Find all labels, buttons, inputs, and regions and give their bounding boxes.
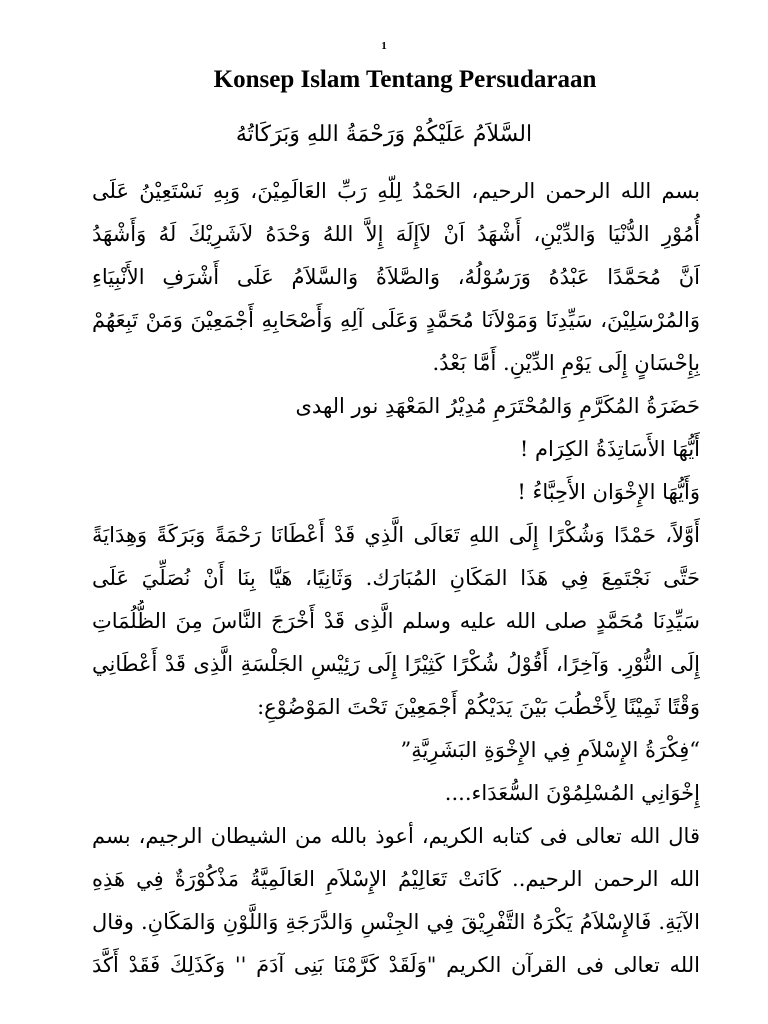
text-line: الله الرحمن الرحيم.. كَانَتْ تَعَالِيْمُ الإِسْلاَمِ العَالَمِيَّةُ مَذْكُوْرَةٌ فِي هَذِهِ <box>92 867 700 891</box>
page-number: 1 <box>381 40 387 52</box>
text-line: بسم الله الرحمن الرحيم، الحَمْدُ لِلّهِ رَبِّ العَالَمِيْنَ، وَبِهِ نَسْتَعِيْنُ عَلَى <box>92 179 700 203</box>
text-line: قال الله تعالى فى كتابه الكريم، أعوذ بالله من الشيطان الرجيم، بسم <box>92 824 700 848</box>
text-line: إِخْوَانِي المُسْلِمُوْنَ السُّعَدَاء.... <box>444 781 700 805</box>
salam-greeting: السَّلاَمُ عَلَيْكُمْ وَرَحْمَةُ اللهِ وَبَرَكَاتُهُ <box>235 122 533 147</box>
text-line: إِلَى النُّوْرِ. وَآخِرًا، أَقُوْلُ شُكْرًا كَثِيْرًا إِلَى رَئِيْسِ الجَلْسَةِ الَّذِى قَدْ أَعْطَانِي <box>92 652 700 676</box>
text-line: بِإِحْسَانٍ إِلَى يَوْمِ الدِّيْنِ. أَمَّا بَعْدُ. <box>432 351 700 375</box>
text-line: حَضَرَةُ المُكَرَّمِ وَالمُحْتَرَمِ مُدِيْرُ المَعْهَدِ نور الهدى <box>295 394 700 418</box>
text-line: وَقْتًا ثَمِيْنًا لِأَخْطُبَ بَيْنَ يَدَيْكُمْ أَجْمَعِيْنَ تَحْتَ المَوْضُوْعِ: <box>257 695 700 719</box>
text-line: سَيِّدِنَا مُحَمَّدٍ صلى الله عليه وسلم الَّذِى قَدْ أَخْرَجَ النَّاسَ مِنَ الظُّلُمَاتِ <box>92 609 700 633</box>
text-line: وَالمُرْسَلِيْنَ، سَيِّدِنَا وَمَوْلاَنَا مُحَمَّدٍ وَعَلَى آلِهِ وَأَصْحَابِهِ أَجْمَعِيْنَ وَمَنْ تَبِعَهُمْ <box>92 308 700 332</box>
text-line: اَنَّ مُحَمَّدًا عَبْدُهُ وَرَسُوْلُهُ، وَالصَّلاَةُ وَالسَّلاَمُ عَلَى أَشْرَفِ الأَنْبِيَاءِ <box>92 265 700 289</box>
text-line: أَوَّلاً، حَمْدًا وَشُكْرًا إِلَى اللهِ تَعَالَى الَّذِي قَدْ أَعْطَانَا رَحْمَةً وَبَرَكَةً وَهِدَايَةً <box>92 523 700 547</box>
text-line: “فِكْرَةُ الإِسْلاَمِ فِي الإِخْوَةِ البَشَرِيَّةِ” <box>400 738 700 762</box>
text-line: أَيُّهَا الأَسَاتِذَةُ الكِرَام ! <box>519 437 700 461</box>
text-line: حَتَّى نَجْتَمِعَ فِي هَذَا المَكَانِ المُبَارَك. وَثَانِيًا، هَيَّا بِنَا أَنْ نُصَلِّيَ عَلَى <box>92 566 700 590</box>
speech-body <box>92 170 700 987</box>
text-line: وَأَيُّهَا الإِخْوَان الأَحِبَّاءُ ! <box>517 480 700 504</box>
text-line: الآيَةِ. فَالإِسْلاَمُ يَكْرَهُ التَّفْرِيْقَ فِي الجِنْسِ وَالدَّرَجَةِ وَاللَّوْنِ وَالمَكَانِ. وقال <box>92 910 700 934</box>
document-title: Konsep Islam Tentang Persudaraan <box>213 66 597 93</box>
text-line: أُمُوْرِ الدُّنْيَا وَالدِّيْنِ، أَشْهَدُ اَنْ لاَإِلَهَ إِلاَّ اللهُ وَحْدَهُ لاَشَرِيْكَ لَهُ وَأَشْهَدُ <box>92 222 700 246</box>
text-line: الله تعالى فى القرآن الكريم "وَلَقَدْ كَرَّمْنَا بَنِى آدَمَ '' وَكَذَلِكَ فَقَدْ أَكَّدَ <box>92 953 700 977</box>
